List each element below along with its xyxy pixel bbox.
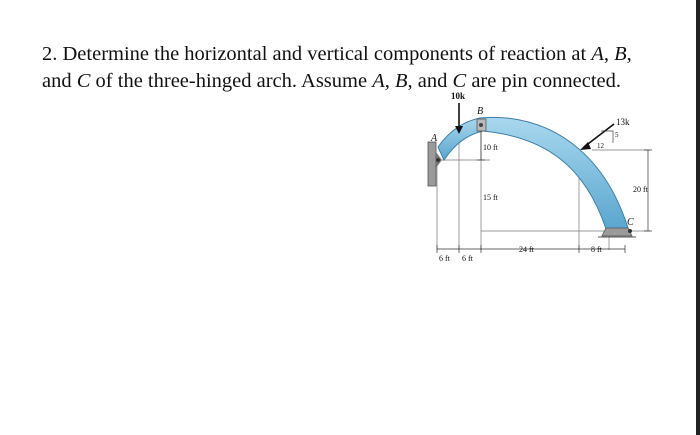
- label-10k: 10k: [451, 91, 466, 101]
- label-20ft: 20 ft: [633, 185, 648, 194]
- pin-b: [479, 123, 483, 127]
- arch-segment-ab: [438, 118, 483, 160]
- label-8ft: 8 ft: [591, 245, 602, 254]
- label-point-b: B: [477, 106, 484, 117]
- support-c: [602, 228, 632, 236]
- label-13k: 13k: [616, 117, 630, 127]
- pin-c: [628, 229, 632, 233]
- label-24ft: 24 ft: [519, 245, 534, 254]
- arch-segment-bc: [480, 117, 628, 229]
- label-10ft: 10 ft: [483, 143, 498, 152]
- pin-a: [436, 158, 440, 162]
- label-6ft-a: 6 ft: [439, 254, 450, 263]
- problem-statement: 2. Determine the horizontal and vertical components of reaction at A, B, and C of the three-hinged arch. Assume A, B, and C are pin connected.: [42, 43, 632, 92]
- label-slope-5: 5: [615, 131, 619, 139]
- problem-number: 2.: [42, 43, 58, 65]
- label-point-c: C: [627, 217, 634, 228]
- label-point-a: A: [431, 133, 438, 144]
- label-15ft: 15 ft: [483, 193, 498, 202]
- label-slope-12: 12: [597, 142, 604, 150]
- label-6ft-b: 6 ft: [462, 254, 473, 263]
- support-a: [428, 142, 436, 186]
